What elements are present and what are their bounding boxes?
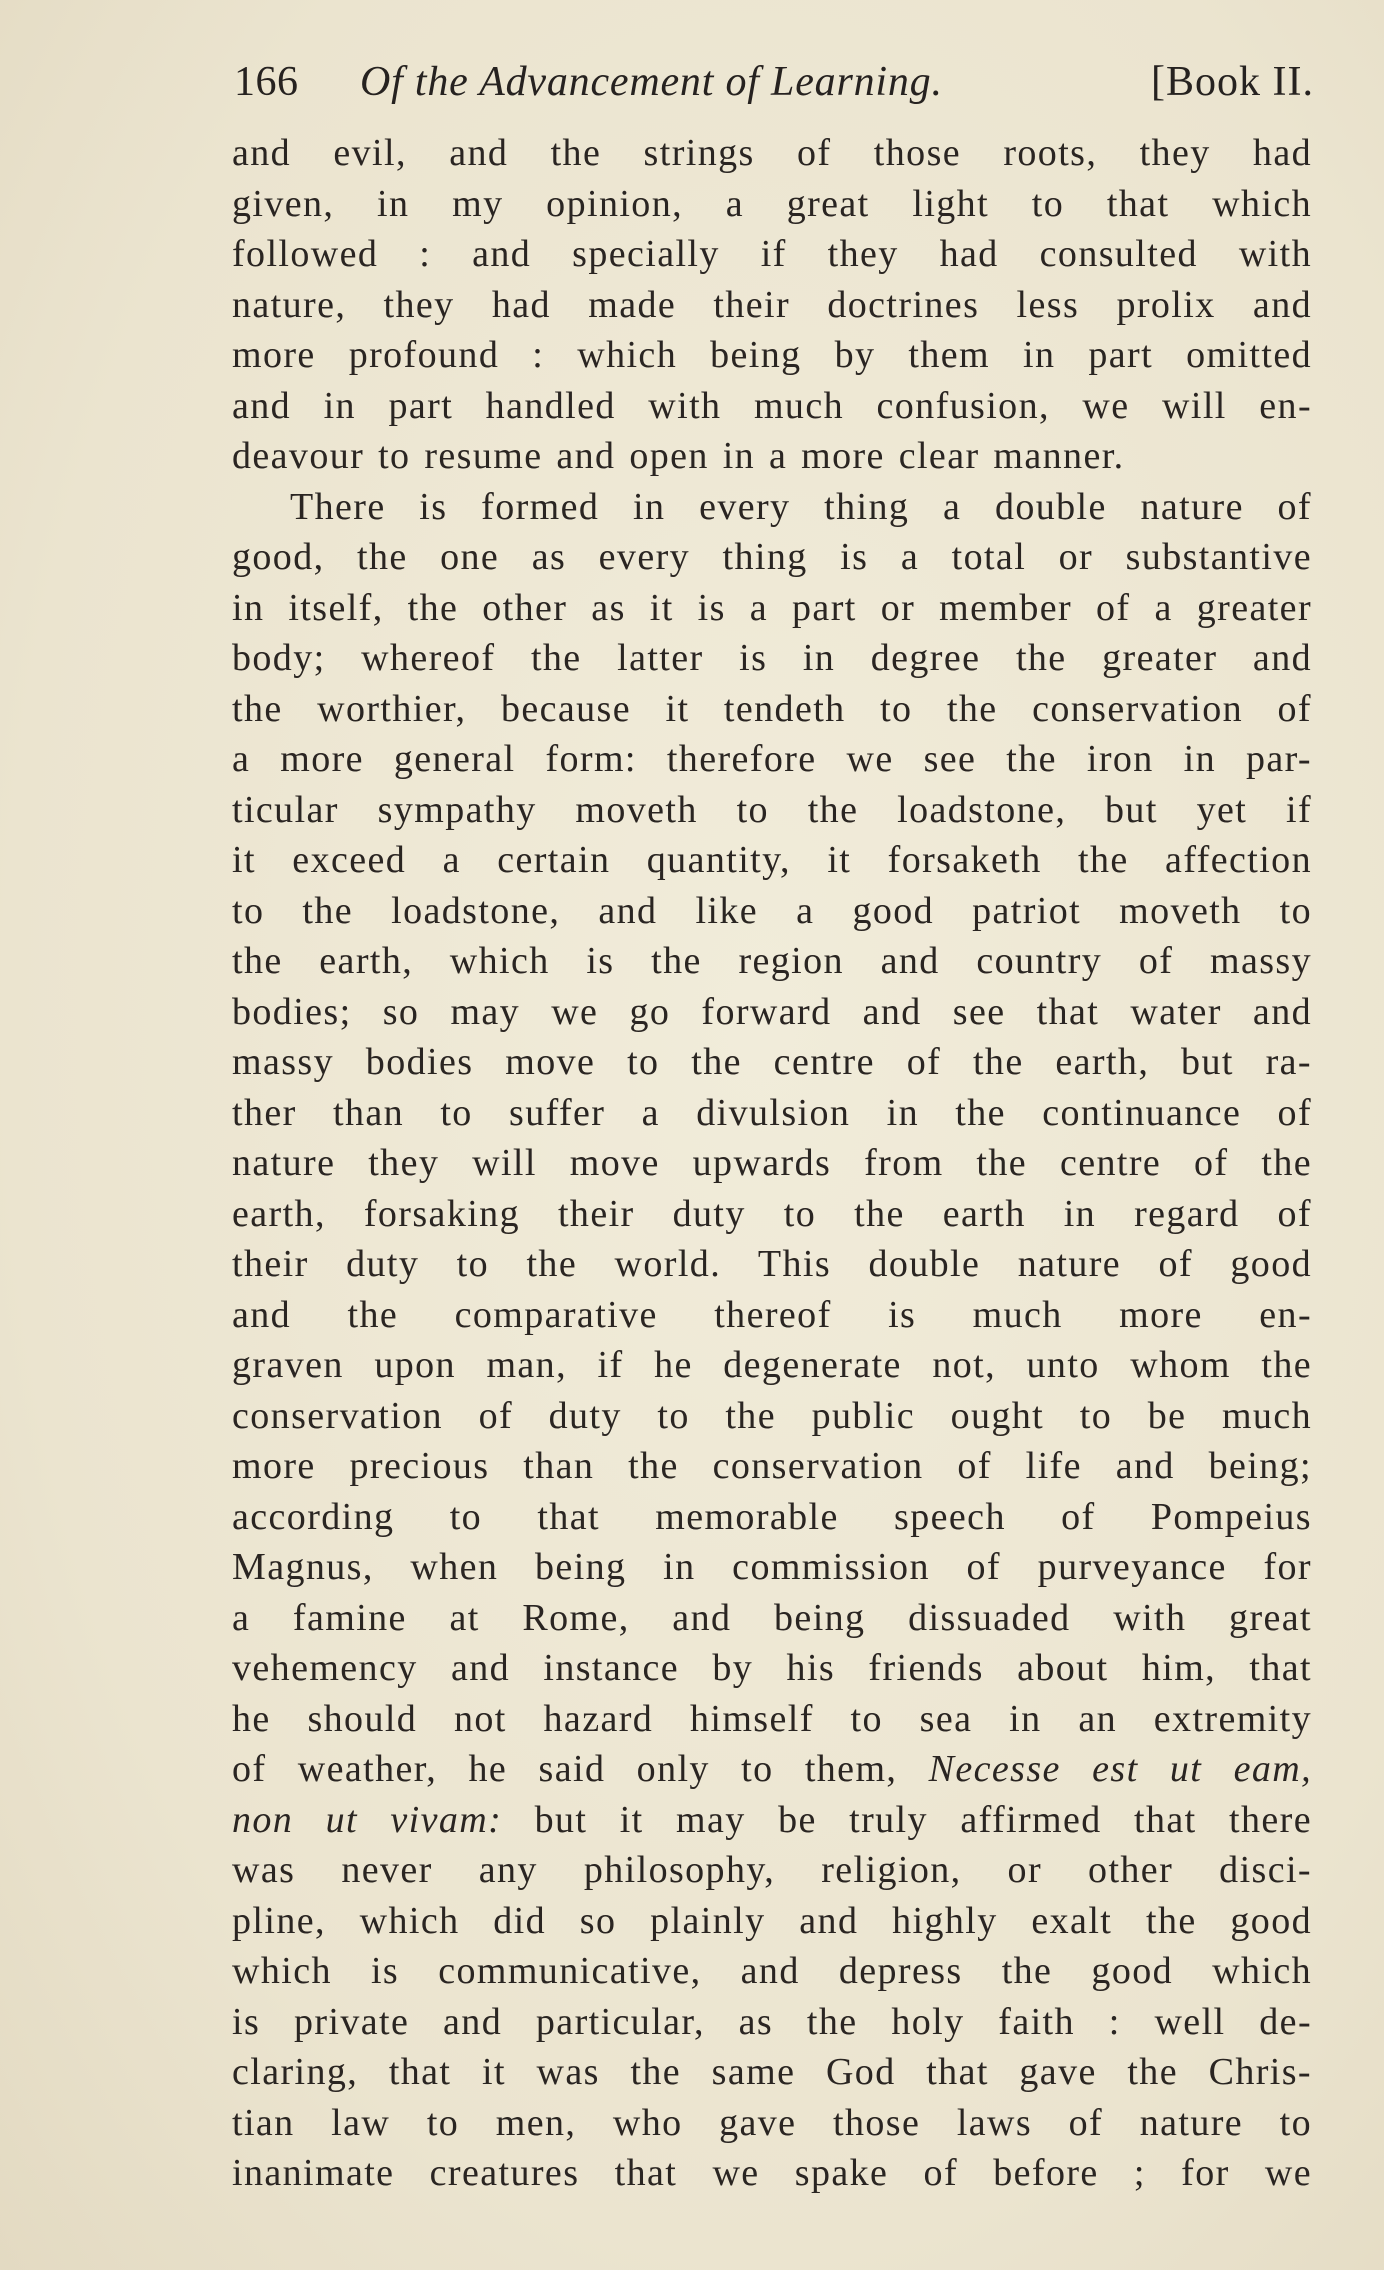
text-line: vehemency and instance by his friends about him, that xyxy=(232,1647,1312,1689)
text-line-with-quote xyxy=(232,1795,1312,1846)
line-text: of weather, he said only to them, xyxy=(232,1748,898,1790)
text-line: to the loadstone, and like a good patriot moveth to xyxy=(232,889,1312,932)
text-line: a famine at Rome, and being dissuaded with great xyxy=(232,1596,1312,1639)
text-line: their duty to the world. This double nature of good xyxy=(232,1243,1312,1285)
text-line: more profound : which being by them in part omitted xyxy=(232,334,1312,376)
text-line: ticular sympathy moveth to the loadstone, but yet if xyxy=(232,788,1312,831)
text-line: given, in my opinion, a great light to that which xyxy=(232,182,1312,225)
latin-quote-part-2: non ut vivam: xyxy=(232,1798,503,1841)
book-reference: [Book II. xyxy=(1151,59,1314,105)
text-line: earth, forsaking their duty to the earth in regard of xyxy=(232,1192,1312,1235)
text-line: he should not hazard himself to sea in an extremity xyxy=(232,1697,1312,1740)
text-line: good, the one as every thing is a total or substantive xyxy=(232,536,1312,578)
text-line: inanimate creatures that we spake of before ; for we xyxy=(232,2152,1312,2194)
text-line: followed : and specially if they had consulted with xyxy=(232,233,1312,275)
text-line: Magnus, when being in commission of purveyance for xyxy=(232,1546,1312,1588)
text-line: in itself, the other as it is a part or member of a greater xyxy=(232,586,1312,629)
text-line-with-quote xyxy=(232,1744,1312,1795)
text-line: the worthier, because it tendeth to the conservation of xyxy=(232,687,1312,730)
text-line: and evil, and the strings of those roots, they had xyxy=(232,132,1312,174)
text-line: was never any philosophy, religion, or other disci- xyxy=(232,1849,1312,1891)
running-title: Of the Advancement of Learning. xyxy=(360,59,943,105)
text-line: which is communicative, and depress the good which xyxy=(232,1950,1312,1992)
text-line: it exceed a certain quantity, it forsaketh the affection xyxy=(232,839,1312,881)
text-line: nature, they had made their doctrines less prolix and xyxy=(232,283,1312,326)
text-line: a more general form: therefore we see the iron in par- xyxy=(232,738,1312,780)
page-number: 166 xyxy=(234,59,299,105)
text-line: bodies; so may we go forward and see that water and xyxy=(232,990,1312,1033)
text-line: conservation of duty to the public ought to be much xyxy=(232,1394,1312,1437)
text-line: deavour to resume and open in a more clear manner. xyxy=(232,435,1125,477)
text-line: is private and particular, as the holy faith : well de- xyxy=(232,2000,1312,2043)
text-line: the earth, which is the region and country of massy xyxy=(232,940,1312,982)
text-line: and in part handled with much confusion, we will en- xyxy=(232,384,1312,427)
text-line: and the comparative thereof is much more en- xyxy=(232,1293,1312,1336)
text-line: pline, which did so plainly and highly exalt the good xyxy=(232,1899,1312,1942)
text-line: ther than to suffer a divulsion in the continuance of xyxy=(232,1091,1312,1134)
paragraph-first-line: There is formed in every thing a double nature of xyxy=(290,485,1312,528)
text-line: tian law to men, who gave those laws of nature to xyxy=(232,2101,1312,2144)
line-text: but it may be truly affirmed that there xyxy=(534,1798,1312,1841)
text-line: massy bodies move to the centre of the earth, but ra- xyxy=(232,1041,1312,1083)
text-line: nature they will move upwards from the centre of the xyxy=(232,1142,1312,1184)
latin-quote-part-1: Necesse est ut eam, xyxy=(928,1748,1312,1790)
text-line: body; whereof the latter is in degree the greater and xyxy=(232,637,1312,679)
text-line: according to that memorable speech of Pompeius xyxy=(232,1495,1312,1538)
body-text xyxy=(232,128,1312,2199)
text-line: more precious than the conservation of life and being; xyxy=(232,1445,1312,1487)
text-line: claring, that it was the same God that gave the Chris- xyxy=(232,2051,1312,2093)
running-header xyxy=(234,58,1314,118)
text-line: graven upon man, if he degenerate not, unto whom the xyxy=(232,1344,1312,1386)
